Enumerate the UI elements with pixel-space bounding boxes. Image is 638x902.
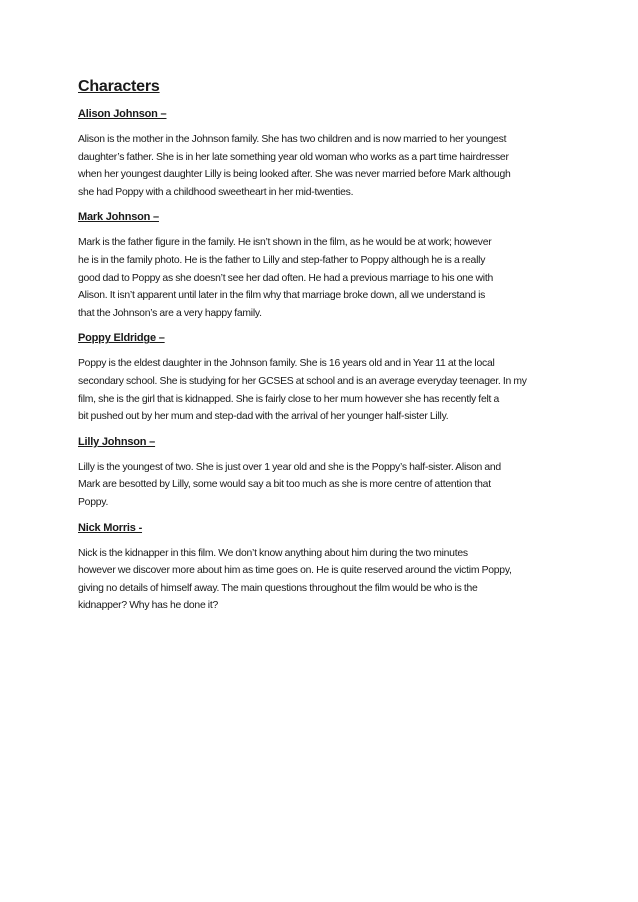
text-line: Mark is the father figure in the family. He isn’t shown in the film, as he would be at work; however [78,237,492,249]
character-nick [78,522,568,615]
character-heading: Poppy Eldridge – [78,332,165,345]
character-description [78,545,568,615]
text-line: Lilly is the youngest of two. She is just over 1 year old and she is the Poppy’s half-sister. Alison and [78,461,501,473]
character-description [78,459,568,512]
text-line: however we discover more about him as time goes on. He is quite reserved around the victim Poppy, [78,565,512,577]
character-heading: Lilly Johnson – [78,435,156,448]
character-mark [78,211,568,322]
character-alison [78,108,568,201]
text-line: when her youngest daughter Lilly is being looked after. She was never married before Mark although [78,169,511,181]
text-line: Poppy. [78,496,109,508]
character-heading: Mark Johnson – [78,211,159,224]
text-line: good dad to Poppy as she doesn’t see her dad often. He had a previous marriage to his one with [78,272,494,284]
character-lilly [78,436,568,512]
character-description [78,131,568,201]
page-title: Characters [78,78,160,95]
text-line: Alison is the mother in the Johnson family. She has two children and is now married to her youngest [78,134,507,145]
text-line: bit pushed out by her mum and step-dad with the arrival of her younger half-sister Lilly. [78,411,449,423]
text-line: Nick is the kidnapper in this film. We don’t know anything about him during the two minutes [78,547,468,559]
text-line: daughter’s father. She is in her late something year old woman who works as a part time hairdresser [78,151,509,163]
text-line: she had Poppy with a childhood sweetheart in her mid-twenties. [78,186,354,198]
text-line: Alison. It isn’t apparent until later in the film why that marriage broke down, all we understand is [78,290,486,302]
text-line: giving no details of himself away. The main questions throughout the film would be who is the [78,582,478,594]
character-description [78,355,568,425]
text-line: secondary school. She is studying for her GCSES at school and is an average everyday teenager. In my [78,375,527,387]
text-line: film, she is the girl that is kidnapped. She is fairly close to her mum however she has recently felt a [78,393,500,405]
text-line: Poppy is the eldest daughter in the Johnson family. She is 16 years old and in Year 11 at the local [78,358,495,370]
text-line: kidnapper? Why has he done it? [78,600,219,612]
text-line: Mark are besotted by Lilly, some would say a bit too much as she is more centre of attention that [78,479,491,491]
character-heading: Alison Johnson – [78,108,167,120]
character-poppy [78,332,568,425]
character-description [78,234,568,322]
character-heading: Nick Morris - [78,521,143,534]
text-line: he is in the family photo. He is the father to Lilly and step-father to Poppy although he is a really [78,254,486,266]
text-line: that the Johnson’s are a very happy family. [78,307,262,319]
